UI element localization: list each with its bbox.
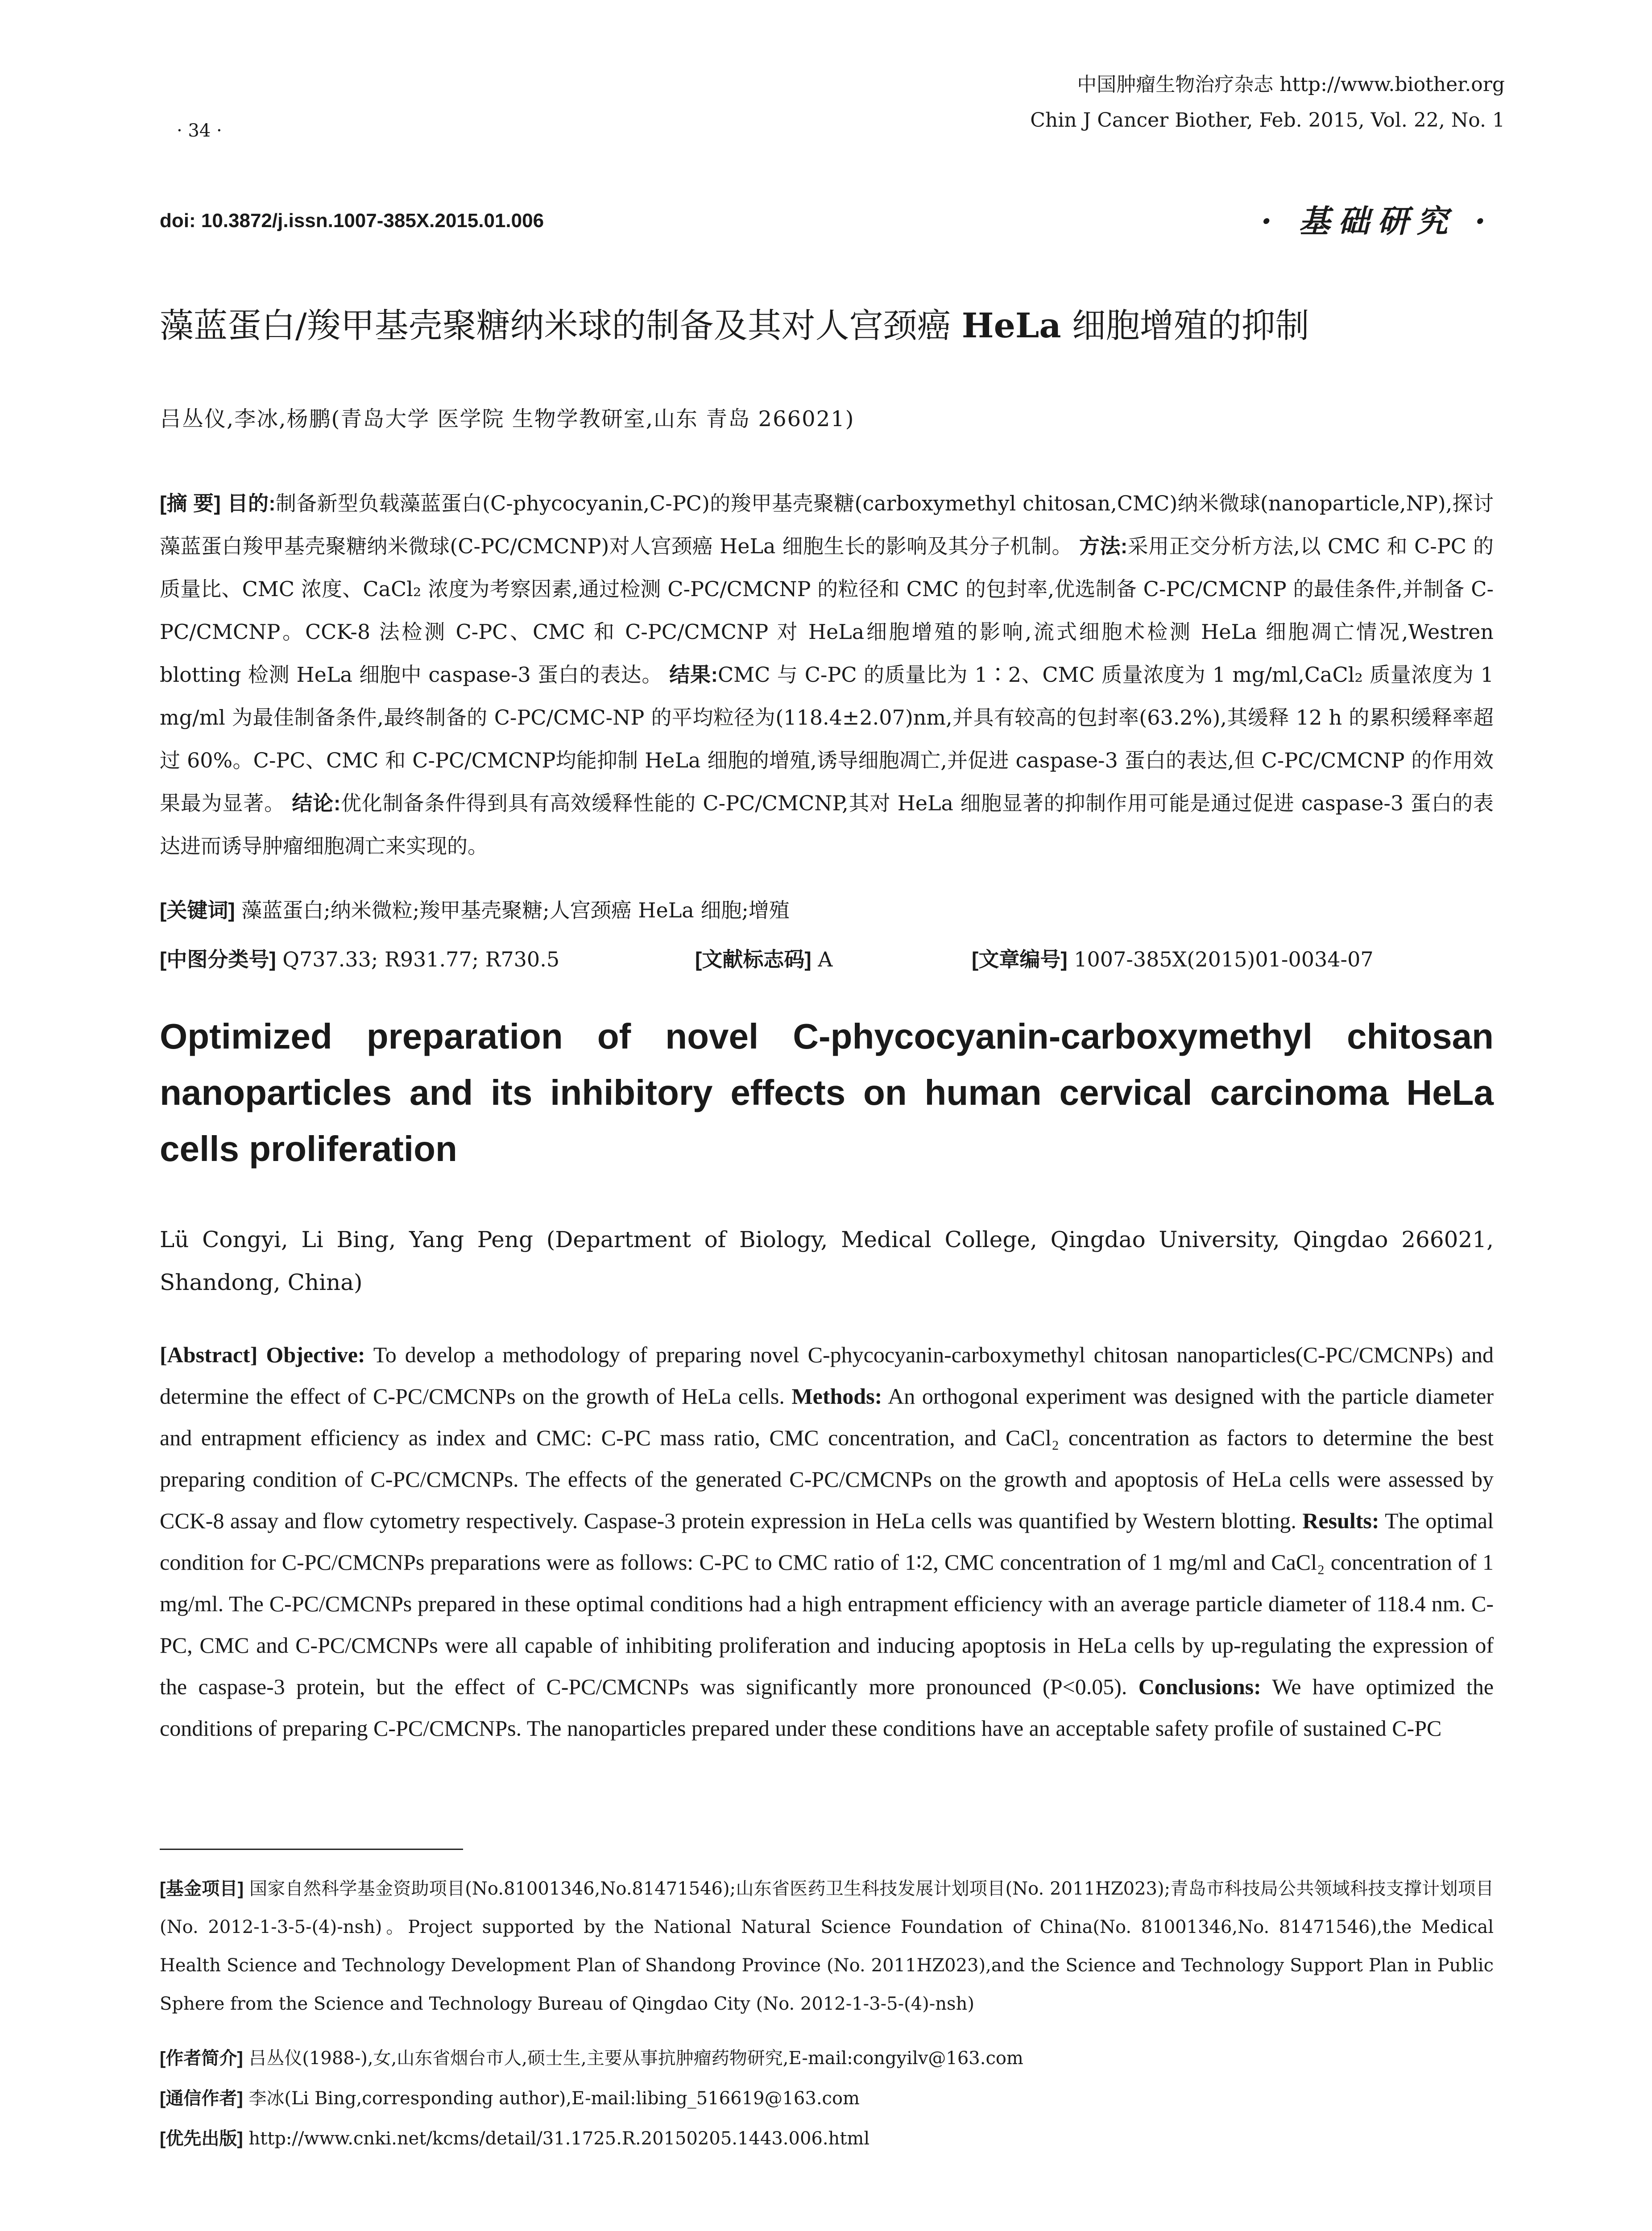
title-cn-suffix: 细胞增殖的抑制	[1061, 306, 1309, 345]
doc-code-value: A	[818, 947, 833, 971]
doc-code-group	[695, 941, 972, 977]
fund-note	[160, 1870, 1494, 2023]
journal-name-cn: 中国肿瘤生物治疗杂志 http://www.biother.org	[1077, 73, 1505, 96]
section-label: · 基础研究 ·	[1261, 203, 1494, 240]
online-first-note	[160, 2119, 1494, 2158]
doc-code-label: [文献标志码]	[695, 948, 812, 971]
title-cn-prefix: 藻蓝蛋白/羧甲基壳聚糖纳米球的制备及其对人宫颈癌	[160, 306, 962, 345]
title-en: Optimized preparation of novel C-phycocyanin-carboxymethyl chitosan nanoparticles and its inhibitory effects on human cervical carcinoma HeLa cells proliferation	[160, 1016, 1494, 1169]
methods-cn-label: 方法:	[1079, 535, 1128, 558]
fund-label: [基金项目]	[160, 1879, 244, 1899]
journal-citation-en: Chin J Cancer Biother, Feb. 2015, Vol. 22, No. 1	[1030, 109, 1505, 132]
results-en-label: Results:	[1302, 1508, 1379, 1533]
conclusion-cn: 优化制备条件得到具有高效缓释性能的 C-PC/CMCNP,其对 HeLa 细胞显著的抑制作用可能是通过促进 caspase-3 蛋白的表达进而诱导肿瘤细胞凋亡来实现的。	[160, 791, 1494, 858]
methods-en-label: Methods:	[791, 1384, 882, 1409]
abstract-en-label: [Abstract]	[160, 1342, 258, 1367]
page-number: · 34 ·	[177, 120, 222, 141]
objective-cn-label: 目的:	[227, 492, 276, 515]
conclusion-cn-label: 结论:	[292, 792, 341, 815]
conclusions-en: We have optimized the conditions of preparing C-PC/CMCNPs. The nanoparticles prepared under these conditions have an acceptable safety profile of sustained C-PC	[160, 1674, 1494, 1741]
results-cn-label: 结果:	[669, 663, 718, 686]
doi[interactable]: doi: 10.3872/j.issn.1007-385X.2015.01.006	[160, 210, 544, 232]
results-cn: CMC 与 C-PC 的质量比为 1∶2、CMC 质量浓度为 1 mg/ml,CaCl₂ 质量浓度为 1 mg/ml 为最佳制备条件,最终制备的 C-PC/CMC-NP 的平均粒径为(118.4±2.07)nm,并具有较高的包封率(63.2%),其缓释 12 h 的累积缓释率超过 60%。C-PC、CMC 和 C-PC/CMCNP均能抑制 HeLa 细胞的增殖,诱导细胞凋亡,并促进 caspase-3 蛋白的表达,但 C-PC/CMCNP 的作用效果最为显著。	[160, 663, 1494, 815]
clc-label: [中图分类号]	[160, 948, 276, 971]
author-note	[160, 2039, 1494, 2078]
keywords-cn-label: [关键词]	[160, 899, 235, 922]
online-first-link[interactable]: http://www.cnki.net/kcms/detail/31.1725.R.20150205.1443.006.html	[248, 2128, 870, 2149]
article-no-label: [文章编号]	[972, 948, 1068, 971]
methods-en: An orthogonal experiment was designed with the particle diameter and entrapment efficiency as index and CMC: C-PC mass ratio, CMC concentration, and CaCl₂ concentration as factors to determine the best preparing condition of C-PC/CMCNPs. The effects of the generated C-PC/CMCNPs on the growth and apoptosis of HeLa cells were assessed by CCK-8 assay and flow cytometry respectively. Caspase-3 protein expression in HeLa cells was quantified by Western blotting.	[160, 1384, 1494, 1533]
authors-cn: 吕丛仪,李冰,杨鹏(青岛大学 医学院 生物学教研室,山东 青岛 266021)	[160, 406, 855, 431]
author-note-text: 吕丛仪(1988-),女,山东省烟台市人,硕士生,主要从事抗肿瘤药物研究,E-mail:congyilv@163.com	[248, 2048, 1023, 2069]
abstract-en	[160, 1334, 1494, 1749]
methods-cn: 采用正交分析方法,以 CMC 和 C-PC 的质量比、CMC 浓度、CaCl₂ 浓度为考察因素,通过检测 C-PC/CMCNP 的粒径和 CMC 的包封率,优选制备 C-PC/CMCNP 的最佳条件,并制备 C-PC/CMCNP。CCK-8 法检测 C-PC、CMC 和 C-PC/CMCNP 对 HeLa细胞增殖的影响,流式细胞术检测 HeLa 细胞凋亡情况,Westren blotting 检测 HeLa 细胞中 caspase-3 蛋白的表达。	[160, 534, 1494, 687]
keywords-cn	[160, 892, 790, 928]
results-en: The optimal condition for C-PC/CMCNPs preparations were as follows: C-PC to CMC ratio of 1∶2, CMC concentration of 1 mg/ml and CaCl₂ concentration of 1 mg/ml. The C-PC/CMCNPs prepared in these optimal conditions had a high entrapment efficiency with an average particle diameter of 118.4 nm. C-PC, CMC and C-PC/CMCNPs were all capable of inhibiting proliferation and inducing apoptosis in HeLa cells by up-regulating the expression of the caspase-3 protein, but the effect of C-PC/CMCNPs was significantly more pronounced (P<0.05).	[160, 1508, 1494, 1699]
abstract-cn-label: [摘 要]	[160, 492, 221, 515]
corresponding-text: 李冰(Li Bing,corresponding author),E-mail:libing_516619@163.com	[248, 2088, 860, 2109]
objective-en: To develop a methodology of preparing novel C-phycocyanin-carboxymethyl chitosan nanoparticles(C-PC/CMCNPs) and determine the effect of C-PC/CMCNPs on the growth of HeLa cells.	[160, 1342, 1494, 1409]
keywords-cn-value: 藻蓝蛋白;纳米微粒;羧甲基壳聚糖;人宫颈癌 HeLa 细胞;增殖	[241, 898, 790, 922]
classification-line	[160, 941, 1494, 977]
fund-text: 国家自然科学基金资助项目(No.81001346,No.81471546);山东省医药卫生科技发展计划项目(No. 2011HZ023);青岛市科技局公共领域科技支撑计划项目(No. 2012-1-3-5-(4)-nsh)。Project supported by the National Natural Science Foundation of China(No. 81001346,No. 81471546),the Medical Health Science and Technology Development Plan of Shandong Province (No. 2011HZ023),and the Science and Technology Support Plan in Public Sphere from the Science and Technology Bureau of Qingdao City (No. 2012-1-3-5-(4)-nsh)	[160, 1879, 1494, 2014]
footnote-divider	[160, 1849, 463, 1850]
corresponding-note	[160, 2079, 1494, 2118]
corresponding-label: [通信作者]	[160, 2089, 243, 2108]
conclusions-en-label: Conclusions:	[1138, 1674, 1261, 1699]
clc-value: Q737.33; R931.77; R730.5	[282, 947, 560, 971]
author-note-label: [作者简介]	[160, 2049, 243, 2068]
article-no-value: 1007-385X(2015)01-0034-07	[1074, 947, 1374, 971]
clc-group	[160, 941, 695, 977]
objective-cn: 制备新型负载藻蓝蛋白(C-phycocyanin,C-PC)的羧甲基壳聚糖(carboxymethyl chitosan,CMC)纳米微球(nanoparticle,NP),探讨藻蓝蛋白羧甲基壳聚糖纳米微球(C-PC/CMCNP)对人宫颈癌 HeLa 细胞生长的影响及其分子机制。	[160, 491, 1494, 558]
title-cn-bold: HeLa	[961, 306, 1061, 345]
abstract-cn	[160, 482, 1494, 867]
online-first-label: [优先出版]	[160, 2129, 243, 2148]
objective-en-label: Objective:	[266, 1342, 365, 1367]
authors-en: Lü Congyi, Li Bing, Yang Peng (Department of Biology, Medical College, Qingdao University, Qingdao 266021, Shandong, China)	[160, 1227, 1494, 1295]
article-no-group	[972, 941, 1374, 977]
title-cn	[160, 303, 1309, 348]
